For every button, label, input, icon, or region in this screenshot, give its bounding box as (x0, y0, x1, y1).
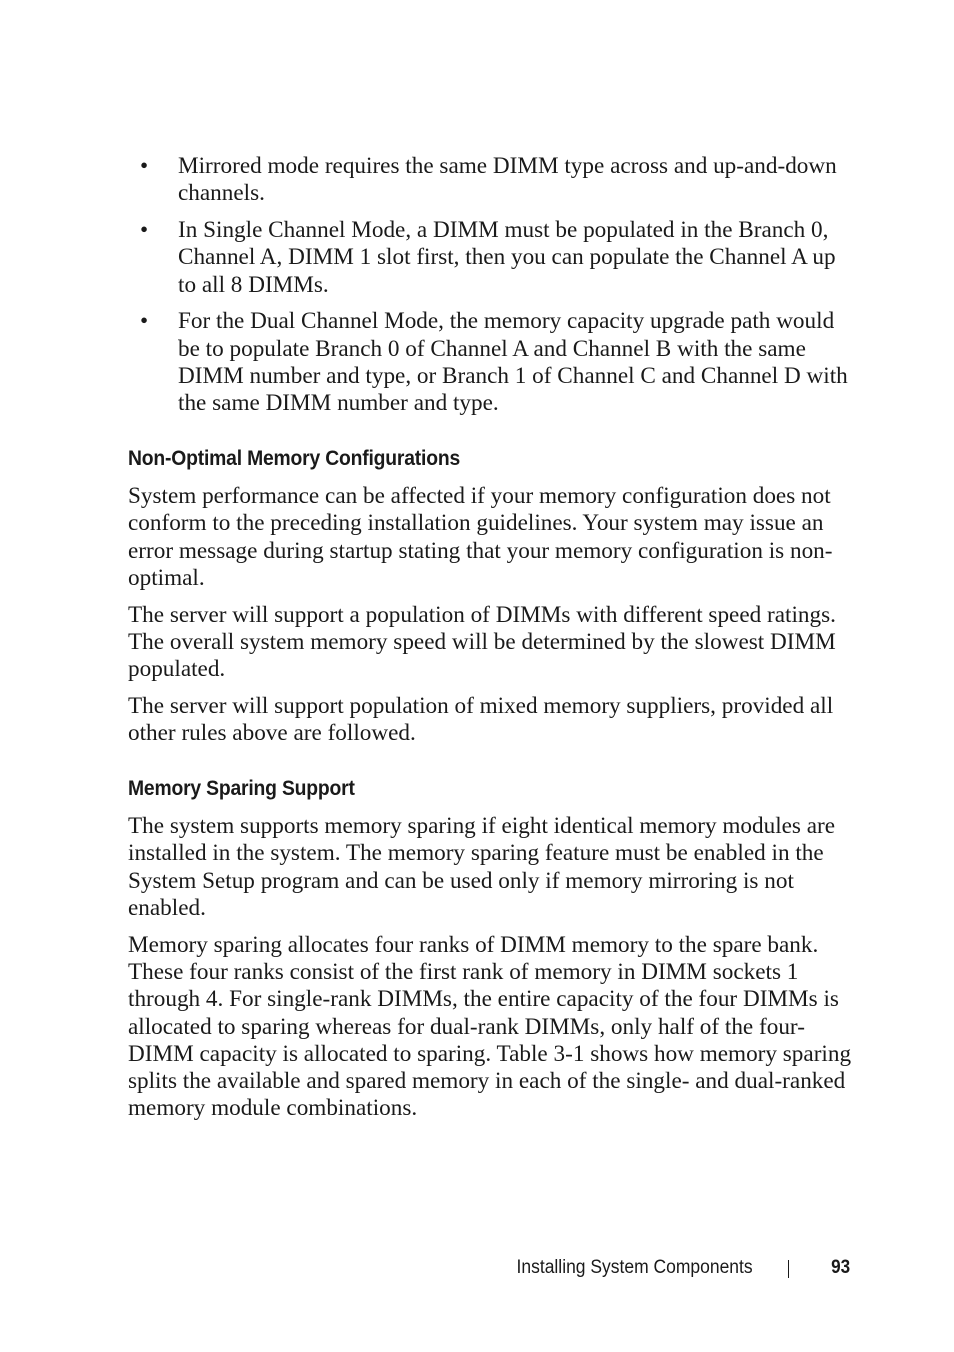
paragraph: The server will support population of mixed memory suppliers, provided all other rules above are followed. (128, 693, 834, 747)
bullet-text: In Single Channel Mode, a DIMM must be populated in the Branch 0, Channel A, DIMM 1 slot first, then you can populate the Channel A up to all 8 DIMMs. (178, 217, 836, 298)
section-body-non-optimal (128, 483, 858, 757)
page-footer (0, 1255, 954, 1281)
page-number: 93 (830, 1257, 850, 1278)
section-heading-memory-sparing: Memory Sparing Support (128, 777, 355, 800)
bullet-item (128, 217, 858, 299)
footer-separator (788, 1260, 789, 1278)
footer-section-title: Installing System Components (516, 1257, 753, 1278)
paragraph: The system supports memory sparing if eight identical memory modules are installed in the system. The memory sparing feature must be enabled in the System Setup program and can be used only if memory mirroring is not enabled. (128, 813, 836, 921)
bullet-item (128, 153, 858, 208)
paragraph: Memory sparing allocates four ranks of DIMM memory to the spare bank. These four ranks consist of the first rank of memory in DIMM sockets 1 through 4. For single-rank DIMMs, the entire capacity of the four DIMMs is allocated to sparing whereas for dual-rank DIMMs, only half of the four-DIMM capacity is allocated to sparing. Table 3-1 shows how memory sparing splits the available and spared memory in each of the single- and dual-ranked memory module combinations. (128, 931, 852, 1122)
bullet-dot-icon: • (140, 153, 149, 179)
section-body-memory-sparing (128, 813, 858, 1132)
bullet-dot-icon: • (140, 217, 149, 244)
bullet-text: Mirrored mode requires the same DIMM type across and up-and-down channels. (178, 153, 837, 207)
paragraph: System performance can be affected if your memory configuration does not conform to the preceding installation guidelines. Your system may issue an error message during startup stating that your memory configuration is non-optimal. (128, 483, 833, 591)
bullet-item (128, 308, 858, 417)
guideline-bullet-list (128, 153, 858, 427)
paragraph: The server will support a population of DIMMs with different speed ratings. The overall system memory speed will be determined by the slowest DIMM populated. (128, 601, 836, 683)
section-heading-non-optimal: Non-Optimal Memory Configurations (128, 447, 461, 470)
bullet-text: For the Dual Channel Mode, the memory capacity upgrade path would be to populate Branch 0 of Channel A and Channel B with the same DIMM number and type, or Branch 1 of Channel C and Channel D with the same DIMM number and type. (178, 308, 848, 417)
bullet-dot-icon: • (140, 308, 149, 335)
